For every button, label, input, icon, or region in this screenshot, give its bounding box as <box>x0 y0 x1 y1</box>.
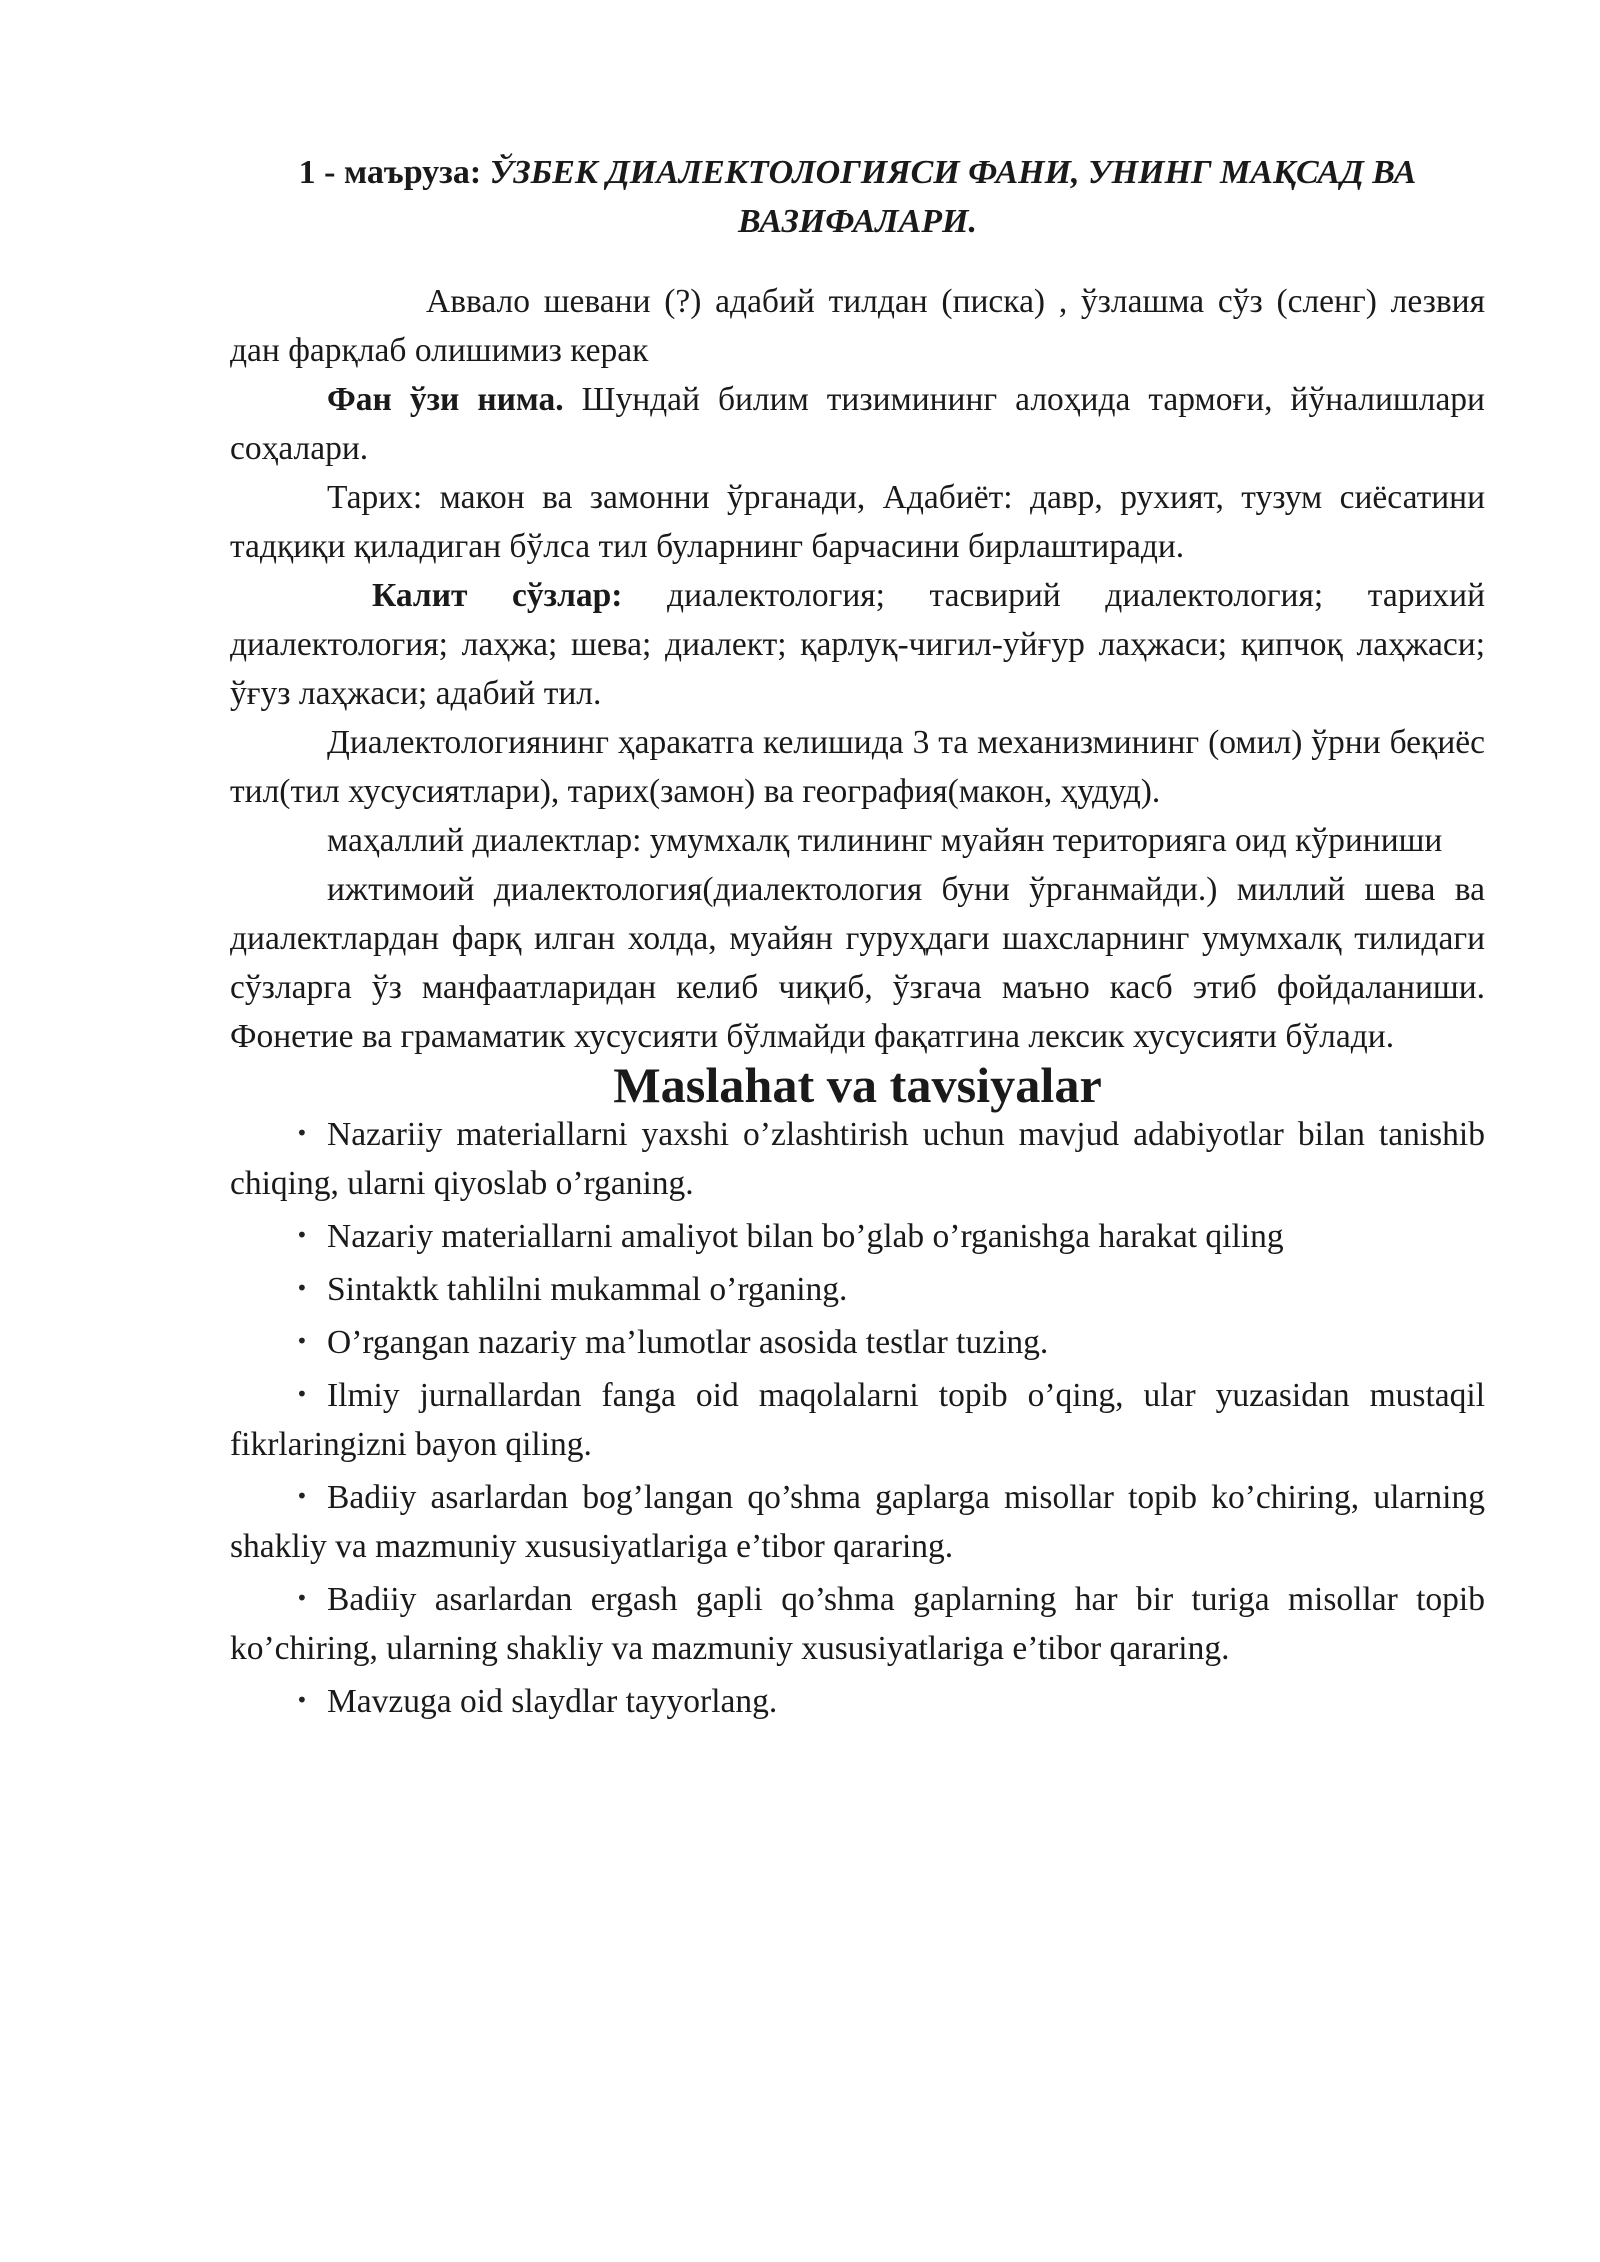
list-item-text: Nazariy materiallarni amaliyot bilan bo’glab o’rganishga harakat qiling <box>327 1218 1284 1255</box>
paragraph-what-is-science <box>230 375 1485 473</box>
lecture-topic: ЎЗБЕК ДИАЛЕКТОЛОГИЯСИ ФАНИ, УНИНГ МАҚСАД ВА ВАЗИФАЛАРИ. <box>489 154 1417 240</box>
list-item <box>230 1575 1485 1673</box>
list-item <box>230 1265 1485 1314</box>
bullet-icon: • <box>296 1329 308 1353</box>
document-body <box>230 148 1485 1730</box>
bullet-icon: • <box>296 1586 308 1610</box>
list-item-text: Badiiy asarlardan bog’langan qo’shma gaplarga misollar topib ko’chiring, ularning shakliy va mazmuniy xususiyatlariga e’tibor qararing. <box>230 1479 1485 1565</box>
list-item-text: Mavzuga oid slaydlar tayyorlang. <box>327 1683 778 1720</box>
list-item <box>230 1371 1485 1469</box>
paragraph-bold-lead: Фан ўзи нима. <box>327 381 564 418</box>
lecture-number: 1 - маъруза: <box>298 154 490 191</box>
paragraph-mechanisms: Диалектологиянинг ҳаракатга келишида 3 та механизмининг (омил) ўрни беқиёс тил(тил хусусиятлари), тарих(замон) ва география(макон, ҳудуд). <box>230 724 1485 810</box>
list-item-text: Badiiy asarlardan ergash gapli qo’shma gaplarning har bir turiga misollar topib ko’chiring, ularning shakliy va mazmuniy xususiyatlariga e’tibor qararing. <box>230 1581 1485 1667</box>
paragraph-local-dialects: маҳаллий диалектлар: умумхалқ тилининг муайян териториягa оид кўриниши <box>327 822 1443 859</box>
paragraph-keywords <box>230 571 1485 718</box>
list-item <box>230 1677 1485 1726</box>
bullet-icon: • <box>296 1223 308 1247</box>
paragraph-intro: Аввало шевани (?) адабий тилдан (писка) , ўзлашма сўз (сленг) лезвия дан фарқлаб олишимиз керак <box>230 283 1485 369</box>
paragraph-history: Тарих: макон ва замонни ўрганади, Адабиёт: давр, рухият, тузум сиёсатини тадқиқи қиладиган бўлса тил буларнинг барчасини бирлаштиради. <box>230 479 1485 565</box>
list-item-text: Nazariiy materiallarni yaxshi o’zlashtirish uchun mavjud adabiyotlar bilan tanishib chiqing, ularni qiyoslab o’rganing. <box>230 1116 1485 1202</box>
bullet-icon: • <box>296 1382 308 1406</box>
paragraph-text: Шундай билим тизимининг алоҳида тармоғи, йўналишлари соҳалари. <box>230 381 1485 467</box>
bullet-icon: • <box>296 1484 308 1508</box>
keywords-label: Калит сўзлар: <box>372 577 623 614</box>
list-item <box>230 1212 1485 1261</box>
section-heading: Maslahat va tavsiyalar <box>613 1057 1102 1113</box>
bullet-icon: • <box>296 1688 308 1712</box>
list-item-text: Ilmiy jurnallardan fanga oid maqolalarni topib o’qing, ular yuzasidan mustaqil fikrlaringizni bayon qiling. <box>230 1377 1485 1463</box>
bullet-icon: • <box>296 1121 308 1145</box>
list-item <box>230 1110 1485 1208</box>
paragraph-social-dialectology: ижтимоий диалектология(диалектология буни ўрганмайди.) миллий шева ва диалектлардан фарқ илган холда, муайян гуруҳдаги шахсларнинг умумхалқ тилидаги сўзларга ўз манфаатларидан келиб чиқиб, ўзгача маъно касб этиб фойдаланиши. Фонетие ва грамаматик хусусияти бўлмайди фақатгина лексик хусусияти бўлади. <box>230 871 1485 1055</box>
list-item <box>230 1473 1485 1571</box>
list-item <box>230 1318 1485 1367</box>
list-item-text: O’rgangan nazariy ma’lumotlar asosida testlar tuzing. <box>327 1324 1049 1361</box>
keywords-text: диалектология; тасвирий диалектология; тарихий диалектология; лаҳжа; шева; диалект; қарлуқ-чигил-уйғур лаҳжаси; қипчоқ лаҳжаси; ўғуз лаҳжаси; адабий тил. <box>230 577 1485 712</box>
bullet-icon: • <box>296 1276 308 1300</box>
list-item-text: Sintaktk tahlilni mukammal o’rganing. <box>327 1271 848 1308</box>
lecture-title <box>230 148 1485 246</box>
recommendations-list <box>230 1110 1485 1726</box>
